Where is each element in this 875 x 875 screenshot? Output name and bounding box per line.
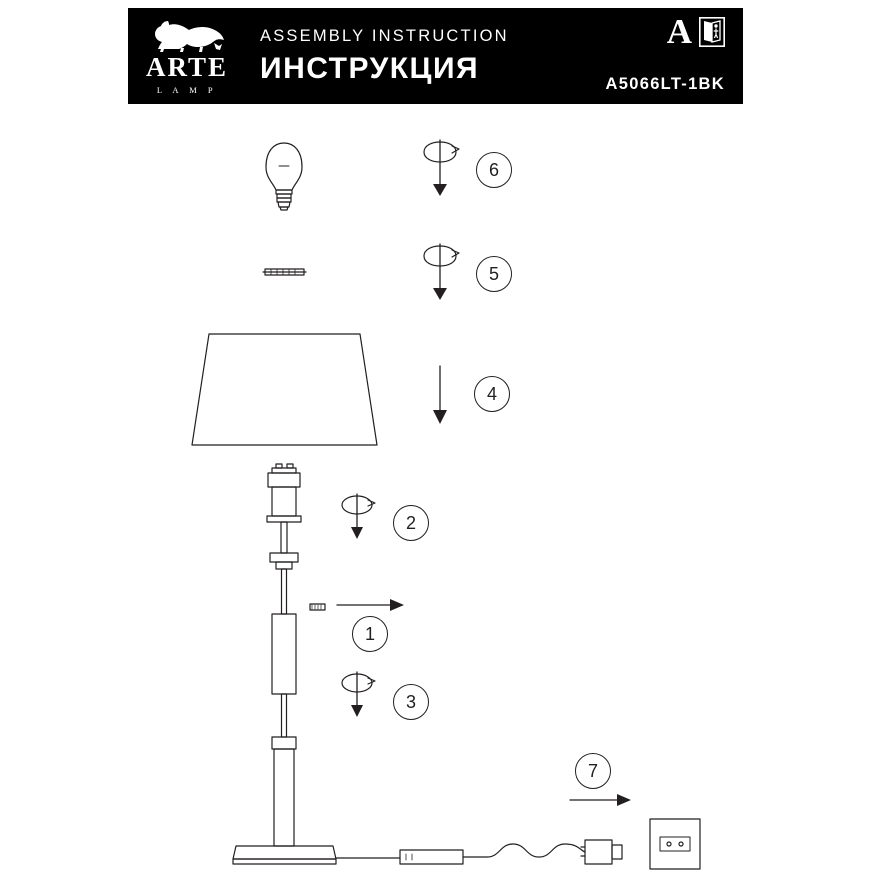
assembly-diagram: [0, 104, 875, 875]
step-marker-4: [474, 376, 510, 412]
power-cord-switch: [336, 844, 585, 864]
arrow-step-4: [433, 366, 447, 424]
step-marker-6: [476, 152, 512, 188]
step-number: 1: [364, 623, 375, 644]
step-marker-1: [352, 616, 388, 652]
title-english: ASSEMBLY INSTRUCTION: [260, 26, 509, 45]
arrow-step-5: [424, 244, 459, 300]
upper-rod: [270, 522, 298, 614]
light-bulb: [266, 143, 302, 210]
brand-logo: [128, 8, 246, 104]
arrow-step-7: [570, 794, 631, 806]
arrow-step-2: [342, 494, 375, 539]
small-screw: [310, 604, 325, 610]
step-number: 6: [488, 159, 499, 180]
lion-logo-icon: [148, 19, 226, 53]
lamp-shade: [192, 334, 377, 445]
brand-name: ARTE: [145, 52, 229, 82]
brand-subname: L A M P: [156, 85, 218, 95]
read-manual-icon: [699, 17, 725, 47]
step-number: 4: [486, 383, 497, 404]
header-right: [555, 8, 743, 104]
arrow-step-3: [342, 672, 375, 717]
step-marker-7: [575, 753, 611, 789]
step-marker-5: [476, 256, 512, 292]
arrow-step-6: [424, 140, 459, 196]
class-letter: A: [666, 12, 692, 51]
diagram-svg: [0, 104, 875, 875]
model-code: A5066LT-1BK: [605, 75, 725, 93]
header-titles: [246, 8, 555, 104]
power-plug: [581, 840, 622, 864]
arrow-step-1: [337, 599, 404, 611]
shade-ring: [263, 269, 306, 275]
lower-rod: [272, 614, 296, 846]
wall-outlet: [650, 819, 700, 869]
step-marker-3: [393, 684, 429, 720]
step-marker-2: [393, 505, 429, 541]
protection-class-mark: [667, 14, 725, 49]
lamp-base: [233, 846, 336, 864]
step-number: 2: [405, 512, 416, 533]
step-number: 7: [587, 760, 598, 781]
step-number: 3: [405, 691, 416, 712]
title-russian: ИНСТРУКЦИЯ: [260, 51, 480, 85]
lamp-socket: [267, 464, 301, 522]
instruction-header: [128, 8, 743, 104]
step-number: 5: [488, 263, 499, 284]
